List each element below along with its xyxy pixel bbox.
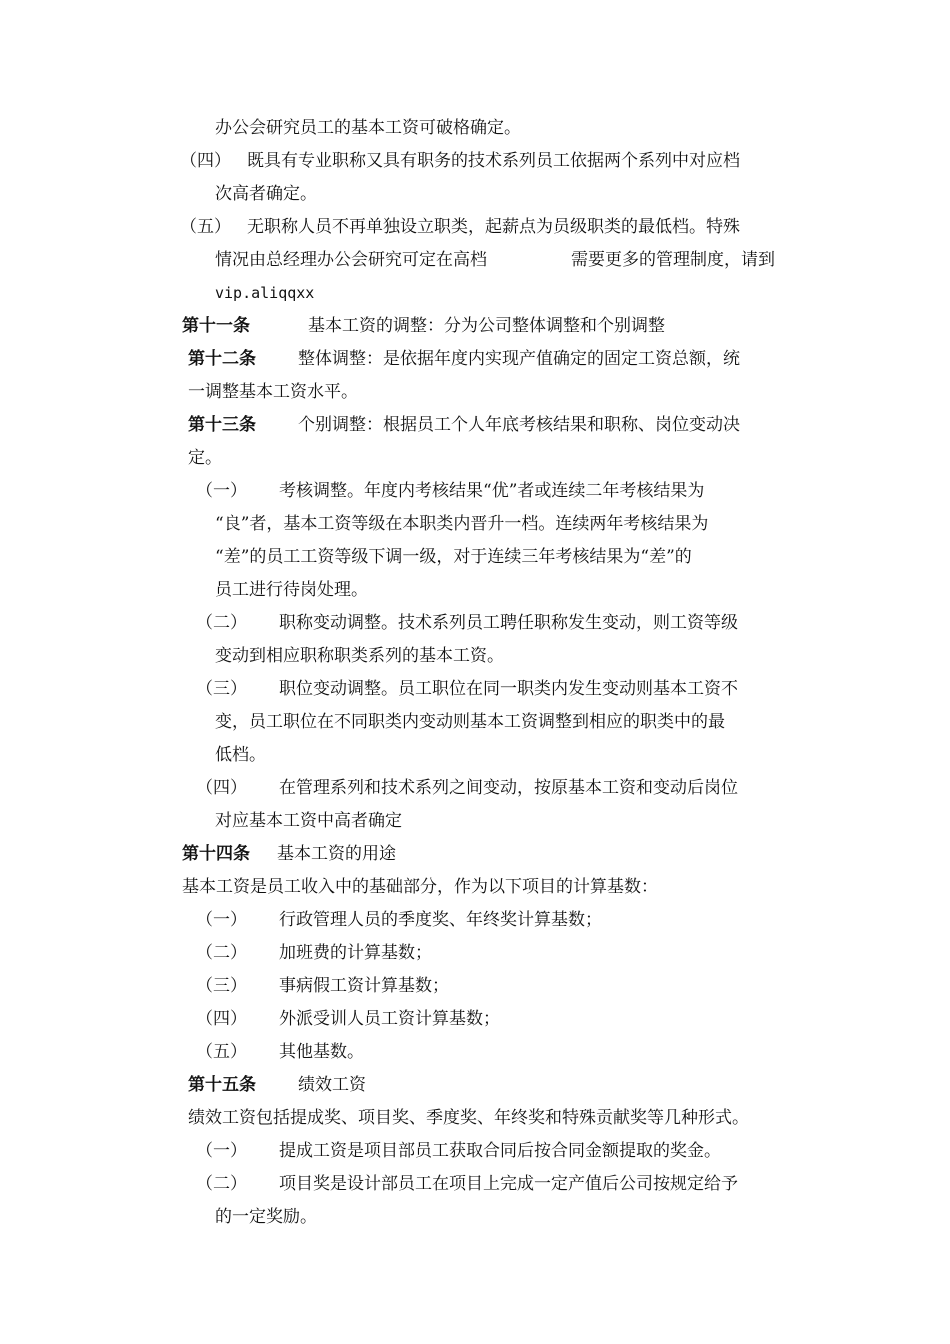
item-number: （五）	[180, 217, 231, 237]
text-line: 次高者确定。	[215, 184, 317, 204]
item-number: （五）	[196, 1042, 247, 1062]
item-number: （三）	[196, 976, 247, 996]
text-line: 个别调整：根据员工个人年底考核结果和职称、岗位变动决	[298, 415, 740, 435]
text-line: 低档。	[215, 745, 266, 765]
text-line: 定。	[188, 448, 222, 468]
text-line: 一调整基本工资水平。	[188, 382, 358, 402]
item-number: （三）	[196, 679, 247, 699]
article-heading: 第十四条	[182, 844, 250, 864]
text-line: 需要更多的管理制度，请到	[571, 250, 775, 270]
text-line: 在管理系列和技术系列之间变动，按原基本工资和变动后岗位	[279, 778, 738, 798]
item-number: （四）	[196, 778, 247, 798]
text-line: “差”的员工工资等级下调一级，对于连续三年考核结果为“差”的	[215, 547, 692, 567]
article-heading: 第十五条	[188, 1075, 256, 1095]
item-number: （四）	[180, 151, 231, 171]
text-line: 情况由总经理办公会研究可定在高档	[215, 250, 487, 270]
item-number: （一）	[196, 1141, 247, 1161]
article-heading: 第十三条	[188, 415, 256, 435]
item-number: （四）	[196, 1009, 247, 1029]
item-number: （一）	[196, 481, 247, 501]
text-line: 绩效工资	[298, 1075, 366, 1095]
text-line: vip.aliqqxx	[215, 284, 315, 302]
text-line: 考核调整。年度内考核结果“优”者或连续二年考核结果为	[279, 481, 705, 501]
text-line: 员工进行待岗处理。	[215, 580, 368, 600]
text-line: 提成工资是项目部员工获取合同后按合同金额提取的奖金。	[279, 1141, 721, 1161]
text-line: 对应基本工资中高者确定	[215, 811, 402, 831]
text-line: 基本工资的用途	[277, 844, 396, 864]
text-line: 变动到相应职称职类系列的基本工资。	[215, 646, 504, 666]
article-heading: 第十一条	[182, 316, 250, 336]
item-number: （二）	[196, 613, 247, 633]
text-line: “良”者，基本工资等级在本职类内晋升一档。连续两年考核结果为	[215, 514, 709, 534]
text-line: 项目奖是设计部员工在项目上完成一定产值后公司按规定给予	[279, 1174, 738, 1194]
item-number: （二）	[196, 1174, 247, 1194]
text-line: 办公会研究员工的基本工资可破格确定。	[215, 118, 521, 138]
article-heading: 第十二条	[188, 349, 256, 369]
text-line: 基本工资是员工收入中的基础部分，作为以下项目的计算基数：	[182, 877, 658, 897]
text-line: 变，员工职位在不同职类内变动则基本工资调整到相应的职类中的最	[215, 712, 725, 732]
text-line: 职位变动调整。员工职位在同一职类内发生变动则基本工资不	[279, 679, 738, 699]
text-line: 基本工资的调整：分为公司整体调整和个别调整	[308, 316, 665, 336]
text-line: 其他基数。	[279, 1042, 364, 1062]
text-line: 既具有专业职称又具有职务的技术系列员工依据两个系列中对应档	[247, 151, 740, 171]
text-line: 事病假工资计算基数；	[279, 976, 449, 996]
text-line: 绩效工资包括提成奖、项目奖、季度奖、年终奖和特殊贡献奖等几种形式。	[188, 1108, 749, 1128]
text-line: 的一定奖励。	[215, 1207, 317, 1227]
text-line: 加班费的计算基数；	[279, 943, 432, 963]
item-number: （一）	[196, 910, 247, 930]
text-line: 行政管理人员的季度奖、年终奖计算基数；	[279, 910, 602, 930]
text-line: 整体调整：是依据年度内实现产值确定的固定工资总额，统	[298, 349, 740, 369]
text-line: 无职称人员不再单独设立职类，起薪点为员级职类的最低档。特殊	[247, 217, 740, 237]
text-line: 职称变动调整。技术系列员工聘任职称发生变动，则工资等级	[279, 613, 738, 633]
item-number: （二）	[196, 943, 247, 963]
text-line: 外派受训人员工资计算基数；	[279, 1009, 500, 1029]
